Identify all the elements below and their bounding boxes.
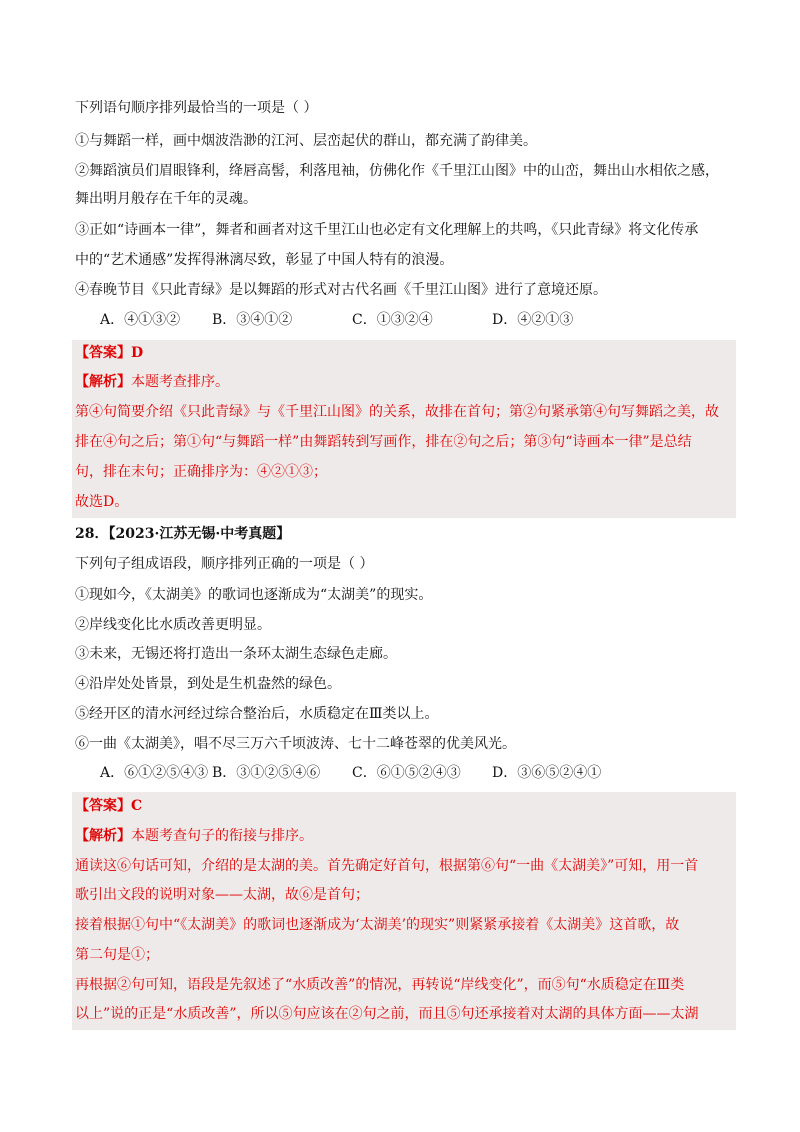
question-prompt: 下列句子组成语段，顺序排列正确的一项是（ ） [75, 556, 374, 572]
analysis-label: 【解析】 [75, 374, 131, 390]
option-a: A．⑥①②⑤④③ [100, 765, 209, 781]
option-c: C．①③②④ [352, 312, 433, 328]
analysis-line [75, 371, 733, 393]
question-source: 【2023·江苏无锡·中考真题】 [108, 526, 291, 542]
analysis-text-1: 第④句简要介绍《只此青绿》与《千里江山图》的关系，故排在首句；第②句紧承第④句写舞蹈之美，故 [75, 404, 719, 420]
answer-label: 【答案】 [75, 798, 131, 814]
analysis-text-2: 排在④句之后；第①句“与舞蹈一样”由舞蹈转到写画作，排在②句之后；第③句“诗画本一律”是总结 [75, 434, 692, 450]
option-b: B．③①②⑤④⑥ [212, 765, 321, 781]
analysis-text-6: 以上”说的正是“水质改善”，所以⑤句应该在②句之前，而且⑤句还承接着对太湖的具体方面——太湖 [75, 1006, 699, 1022]
sentence-4: ④春晚节目《只此青绿》是以舞蹈的形式对古代名画《千里江山图》进行了意境还原。 [75, 282, 607, 298]
analysis-text-3: 接着根据①句中“《太湖美》的歌词也逐渐成为‘太湖美’的现实”则紧紧承接着《太湖美》这首歌，故 [75, 917, 680, 933]
sentence-3-line-1: ③正如“诗画本一律”，舞者和画者对这千里江山也必定有文化理解上的共鸣，《只此青绿》将文化传承 [75, 222, 699, 238]
analysis-conclusion: 故选D。 [75, 494, 129, 510]
sentence-4: ④沿岸处处皆景，到处是生机盎然的绿色。 [75, 676, 341, 692]
answer-label: 【答案】 [75, 345, 131, 361]
analysis-line [75, 825, 733, 847]
sentence-3: ③未来，无锡还将打造出一条环太湖生态绿色走廊。 [75, 646, 397, 662]
analysis-intro: 本题考查句子的衔接与排序。 [131, 828, 313, 844]
answer-options [100, 309, 573, 331]
analysis-text-2: 歌引出文段的说明对象——太湖，故⑥是首句； [75, 887, 369, 903]
answer-line [75, 342, 733, 364]
analysis-label: 【解析】 [75, 828, 131, 844]
answer-line [75, 795, 733, 817]
option-c: C．⑥①⑤②④③ [352, 765, 461, 781]
question-number: 28． [75, 526, 109, 542]
analysis-text-3: 句，排在末句；正确排序为：④②①③； [75, 464, 327, 480]
option-a: A．④①③② [100, 312, 181, 328]
option-b: B．③④①② [212, 312, 293, 328]
answer-options [100, 762, 601, 784]
analysis-text-4: 第二句是①； [75, 947, 159, 963]
sentence-6: ⑥一曲《太湖美》，唱不尽三万六千顷波涛、七十二峰苍翠的优美风光。 [75, 736, 516, 752]
answer-value: C [131, 798, 143, 814]
analysis-text-1: 通读这⑥句话可知，介绍的是太湖的美。首先确定好首句，根据第⑥句“一曲《太湖美》”可知，用一首 [75, 858, 699, 874]
sentence-1: ①现如今，《太湖美》的歌词也逐渐成为“太湖美”的现实。 [75, 587, 433, 603]
analysis-text-5: 再根据②句可知，语段是先叙述了“水质改善”的情况，再转说“岸线变化”，而⑤句“水质稳定在Ⅲ类 [75, 977, 685, 993]
answer-value: D [131, 345, 144, 361]
answer-analysis-block [72, 792, 736, 1030]
sentence-1: ①与舞蹈一样，画中烟波浩渺的江河、层峦起伏的群山，都充满了韵律美。 [75, 133, 537, 149]
option-d: D．④②①③ [492, 312, 574, 328]
analysis-intro: 本题考查排序。 [131, 374, 229, 390]
question-header [75, 523, 735, 545]
sentence-3-line-2: 中的“艺术通感”发挥得淋漓尽致，彰显了中国人特有的浪漫。 [75, 252, 454, 268]
sentence-2-line-1: ②舞蹈演员们眉眼锋利，绛唇高髻，利落甩袖，仿佛化作《千里江山图》中的山峦，舞出山水相依之感， [75, 163, 719, 179]
sentence-2-line-2: 舞出明月般存在千年的灵魂。 [75, 191, 257, 207]
question-prompt: 下列语句顺序排列最恰当的一项是（ ） [75, 100, 318, 116]
option-d: D．③⑥⑤②④① [492, 765, 602, 781]
answer-analysis-block [72, 340, 736, 518]
sentence-5: ⑤经开区的清水河经过综合整治后，水质稳定在Ⅲ类以上。 [75, 706, 439, 722]
sentence-2: ②岸线变化比水质改善更明显。 [75, 617, 271, 633]
